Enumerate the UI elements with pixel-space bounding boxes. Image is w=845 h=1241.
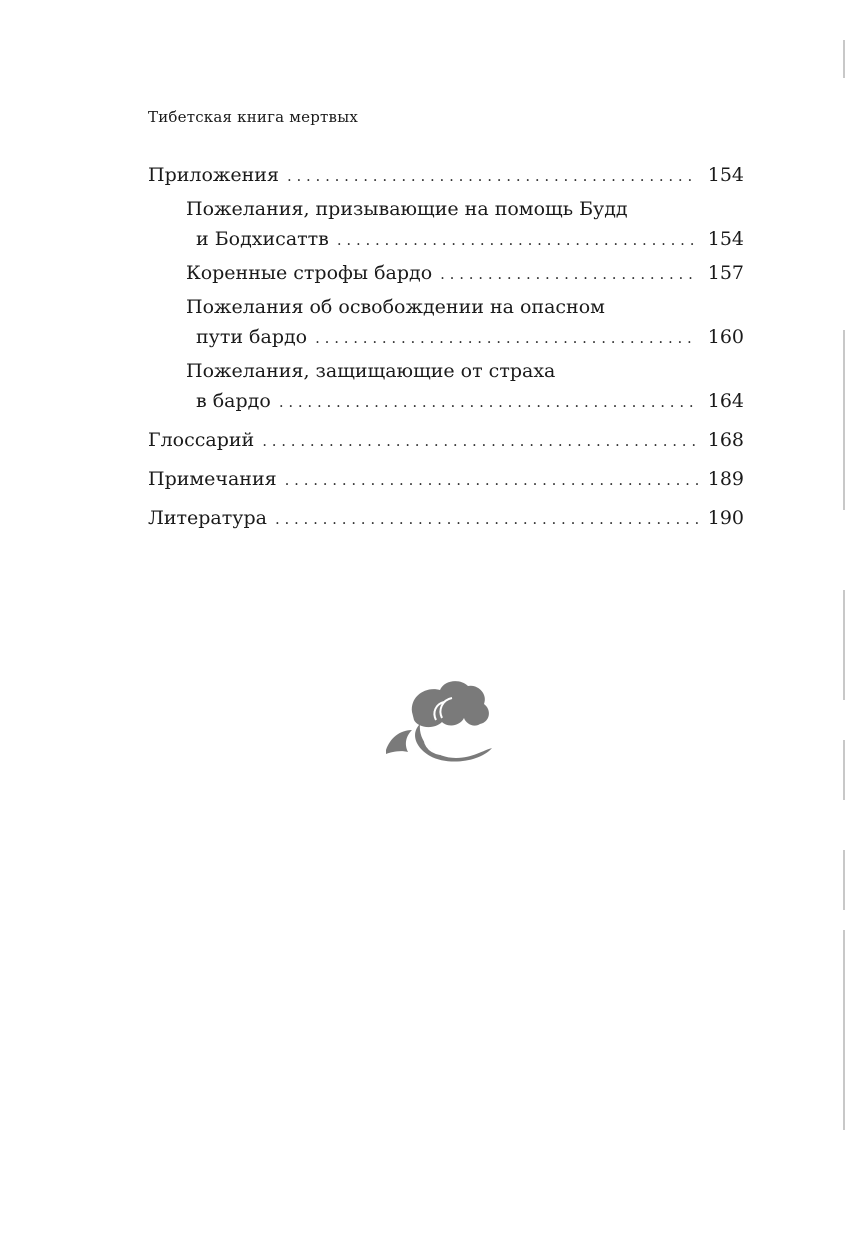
toc-entry-title: Пожелания об освобождении на опасном (186, 296, 605, 318)
toc-subentry-root-verses (148, 258, 744, 289)
dot-leader (315, 323, 698, 353)
running-head: Тибетская книга мертвых (148, 108, 358, 126)
dot-leader (275, 504, 698, 534)
dot-leader (337, 225, 698, 255)
toc-entry-title: Пожелания, призывающие на помощь Будд (186, 198, 628, 220)
toc-entry-glossary (148, 425, 744, 456)
toc-entry-page: 190 (707, 507, 744, 529)
toc-subentry-liberation (148, 292, 744, 353)
toc-entry-prilozheniya (148, 160, 744, 191)
toc-entry-notes (148, 464, 744, 495)
toc-entry-title-cont: и Бодхисаттв (196, 228, 329, 250)
toc-entry-page: 189 (707, 468, 744, 490)
toc-entry-title: Глоссарий (148, 429, 255, 451)
table-of-contents (148, 160, 744, 534)
dot-leader (279, 387, 698, 417)
toc-entry-page: 168 (707, 429, 744, 451)
cloud-wave-ornament-icon (382, 672, 494, 764)
toc-entry-title: Примечания (148, 468, 277, 490)
dot-leader (440, 259, 698, 289)
toc-subentry-buddhas (148, 194, 744, 255)
toc-entry-page: 157 (707, 262, 744, 284)
dot-leader (262, 426, 698, 456)
toc-entry-page: 164 (707, 390, 744, 412)
toc-subentry-protection (148, 356, 744, 417)
toc-entry-page: 154 (707, 164, 744, 186)
toc-entry-title-cont: в бардо (196, 390, 271, 412)
toc-entry-literature (148, 503, 744, 534)
dot-leader (285, 465, 698, 495)
dot-leader (287, 161, 698, 191)
toc-entry-page: 160 (707, 326, 744, 348)
toc-entry-page: 154 (707, 228, 744, 250)
toc-entry-title: Коренные строфы бардо (186, 262, 433, 284)
toc-entry-title: Литература (148, 507, 267, 529)
toc-entry-title-cont: пути бардо (196, 326, 308, 348)
toc-entry-title: Пожелания, защищающие от страха (186, 360, 556, 382)
toc-entry-title: Приложения (148, 164, 279, 186)
